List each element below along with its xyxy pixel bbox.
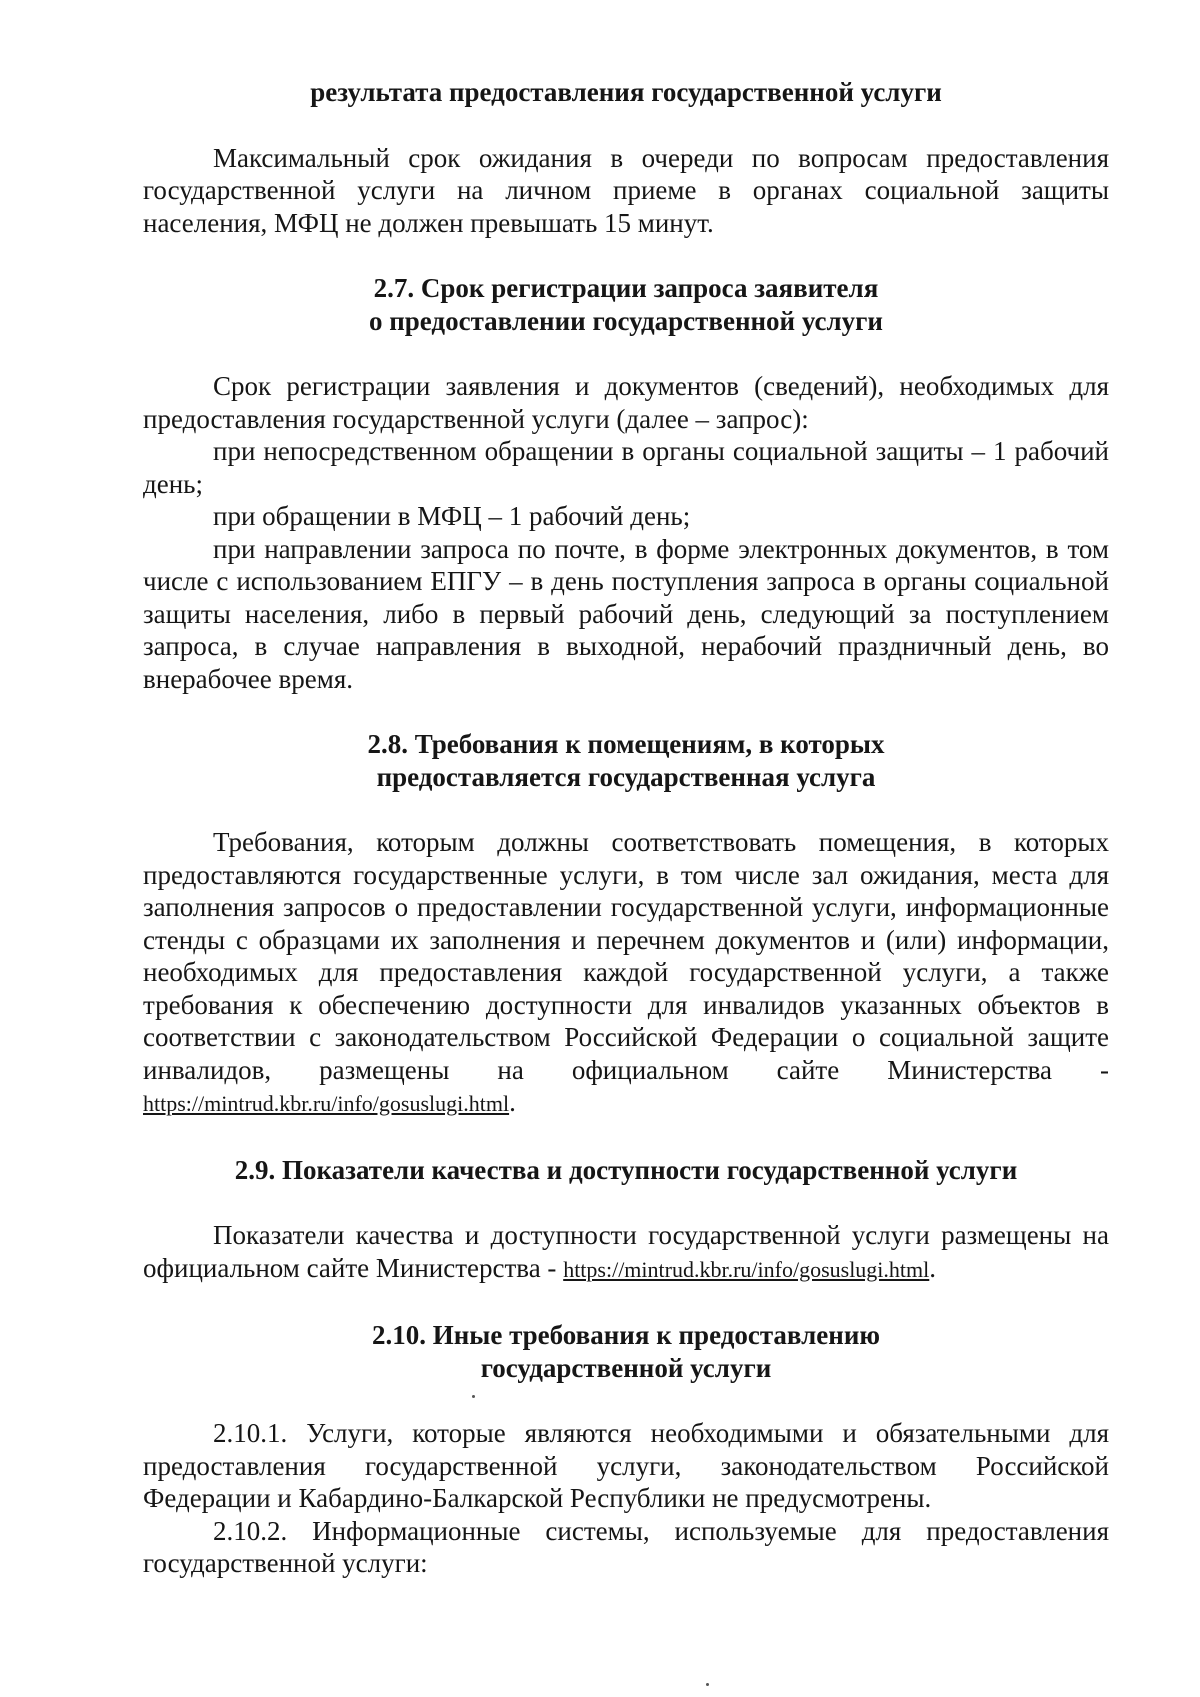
section-2-9-text (143, 1219, 1109, 1286)
scan-speck (706, 1683, 709, 1686)
section-2-7-item-mail: при направлении запроса по почте, в форме электронных документов, в том числе с использованием ЕПГУ – в день поступления запроса в органы социальной защиты населения, либо в первый рабочий день, следующий за поступлением запроса, в случае направления в выходной, нерабочий праздничный день, во внерабочее время. (143, 533, 1109, 694)
section-2-7-intro: Срок регистрации заявления и документов (сведений), необходимых для предоставления государственной услуги (далее – запрос): (143, 371, 1109, 434)
heading-continuation (143, 76, 1109, 109)
section-2-8-end: . (509, 1087, 516, 1117)
heading-continuation-text: результата предоставления государственной услуги (310, 77, 942, 107)
section-2-9-end: . (929, 1252, 937, 1283)
section-2-10-p1: 2.10.1. Услуги, которые являются необходимыми и обязательными для предоставления государственной услуги, законодательством Российской Федерации и Кабардино-Балкарской Республики не предусмотрены. (143, 1418, 1109, 1513)
section-2-7-title-line1: 2.7. Срок регистрации запроса заявителя (373, 273, 879, 303)
section-2-9-body: Показатели качества и доступности государственной услуги размещены на официальном сайте Министерства - (143, 1220, 1109, 1283)
section-2-7-item-direct: при непосредственном обращении в органы социальной защиты – 1 рабочий день; (143, 436, 1109, 499)
section-2-7-title (143, 272, 1109, 337)
section-2-8-text (143, 826, 1109, 1121)
scan-speck (472, 1395, 475, 1398)
section-2-7-title-line2: о предоставлении государственной услуги (368, 305, 883, 336)
section-2-9-title-text: 2.9. Показатели качества и доступности государственной услуги (234, 1154, 1018, 1185)
section-2-7-item-mfc: при обращении в МФЦ – 1 рабочий день; (213, 501, 691, 531)
section-2-9-title (143, 1154, 1109, 1187)
section-2-8-title-line1: 2.8. Требования к помещениям, в которых (367, 729, 885, 759)
section-2-9-link[interactable]: https://mintrud.kbr.ru/info/gosuslugi.html (563, 1256, 930, 1282)
section-2-8-title-line2: предоставляется государственная услуга (376, 761, 876, 792)
section-2-10-title-line1: 2.10. Иные требования к предоставлению (371, 1320, 881, 1350)
section-2-10-p2: 2.10.2. Информационные системы, используемые для предоставления государственной услуги: (143, 1515, 1109, 1578)
section-2-8-body: Требования, которым должны соответствовать помещения, в которых предоставляются государственные услуги, в том числе зал ожидания, места для заполнения запросов о предоставлении государственной услуги, информационные стенды с образцами их заполнения и перечнем документов и (или) информации, необходимых для предоставления каждой государственной услуги, а также требования к обеспечению доступности для инвалидов указанных объектов в соответствии с законодательством Российской Федерации о социальной защите инвалидов, размещены на официальном сайте Министерства - (143, 827, 1109, 1085)
section-2-8-link[interactable]: https://mintrud.kbr.ru/info/gosuslugi.html (143, 1091, 510, 1116)
section-2-10-title-line2: государственной услуги (480, 1352, 772, 1383)
document-body (143, 76, 1109, 1580)
section-2-10-title (143, 1319, 1109, 1384)
section-2-8-title (143, 728, 1109, 793)
paragraph-wait-time: Максимальный срок ожидания в очереди по вопросам предоставления государственной услуги на личном приеме в органах социальной защиты населения, МФЦ не должен превышать 15 минут. (143, 142, 1109, 238)
